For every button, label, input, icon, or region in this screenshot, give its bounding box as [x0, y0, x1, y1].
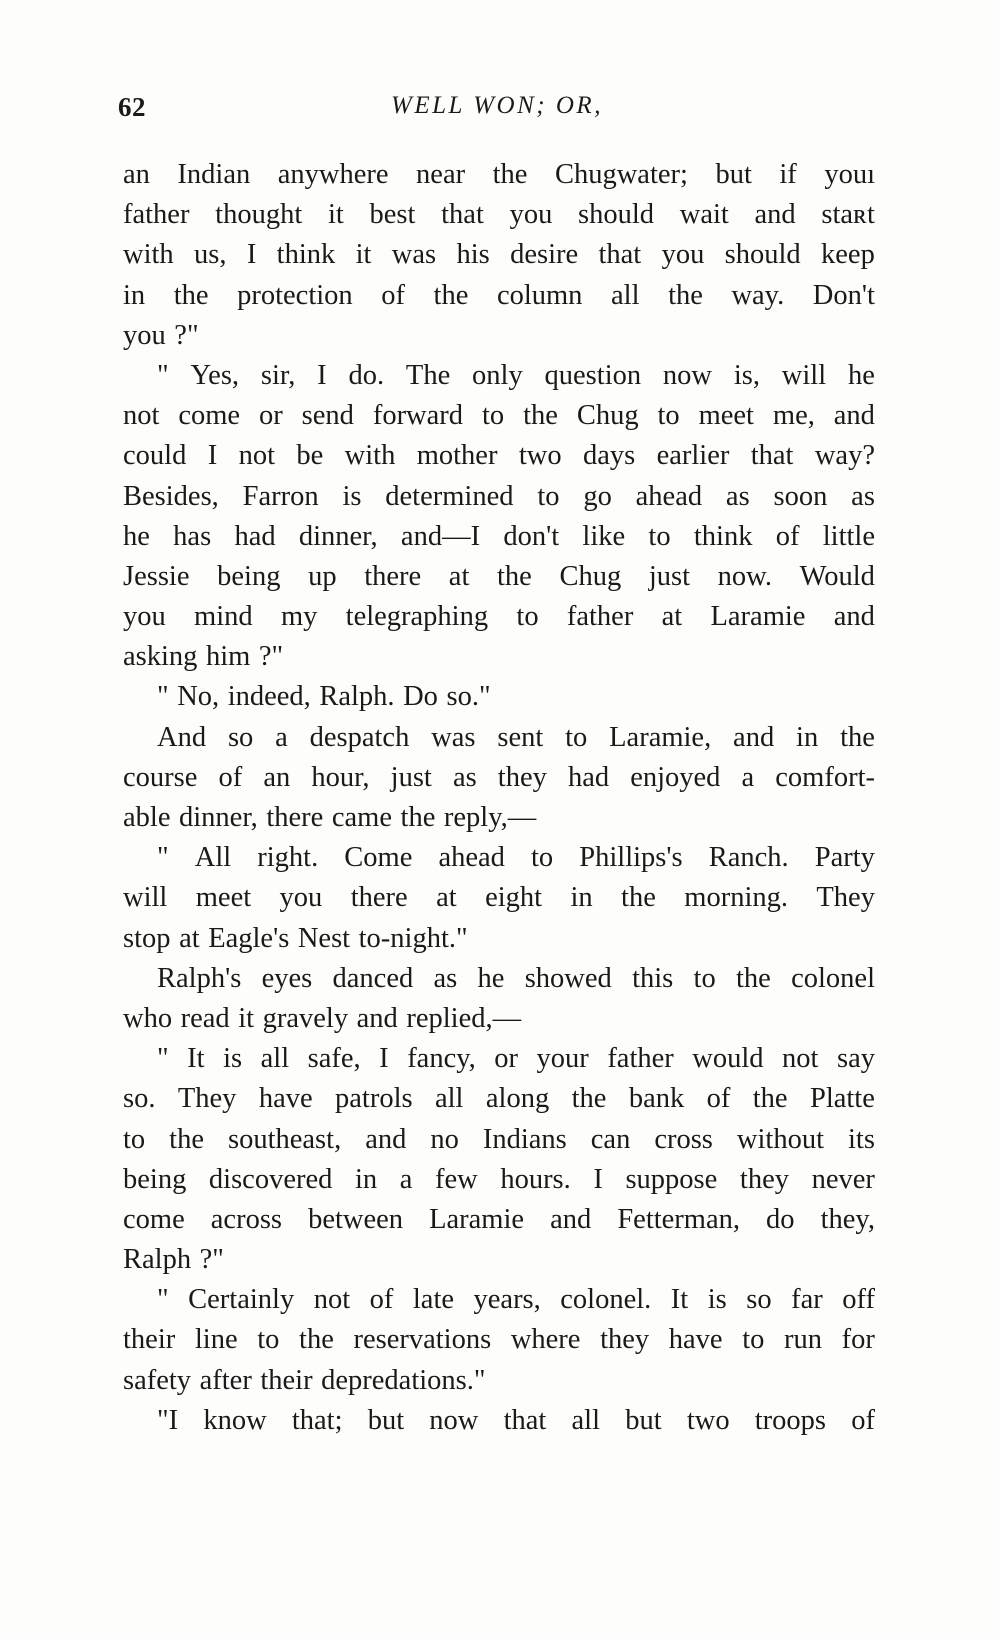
text-line: he has had dinner, and—I don't like to think of little	[123, 520, 875, 552]
text-line: their line to the reservations where they have to run for	[123, 1324, 875, 1356]
text-line: " All right. Come ahead to Phillips's Ranch. Party	[157, 842, 875, 874]
body-text	[123, 155, 875, 1441]
page-number: 62	[118, 92, 146, 122]
text-line: And so a despatch was sent to Laramie, and in the	[157, 721, 875, 753]
text-line: so. They have patrols all along the bank of the Platte	[123, 1083, 875, 1115]
text-line: not come or send forward to the Chug to meet me, and	[123, 400, 875, 432]
text-line: "I know that; but now that all but two troops of	[157, 1404, 875, 1436]
text-line: could I not be with mother two days earlier that way?	[123, 440, 875, 472]
text-line: who read it gravely and replied,—	[123, 1002, 522, 1034]
text-line: Jessie being up there at the Chug just now. Would	[123, 560, 875, 592]
text-line: in the protection of the column all the way. Don't	[123, 279, 875, 311]
text-line: you ?"	[123, 319, 199, 351]
text-line: come across between Laramie and Fetterman, do they,	[123, 1203, 875, 1235]
text-line: safety after their depredations."	[123, 1364, 486, 1396]
running-title: WELL WON; OR,	[391, 92, 603, 119]
text-line: able dinner, there came the reply,—	[123, 802, 537, 833]
text-line: Ralph ?"	[123, 1244, 224, 1276]
text-line: Besides, Farron is determined to go ahead as soon as	[123, 480, 875, 512]
text-line: stop at Eagle's Nest to-night."	[123, 922, 468, 954]
text-line: " No, indeed, Ralph. Do so."	[157, 681, 491, 713]
text-line: course of an hour, just as they had enjoyed a comfort-	[123, 761, 875, 793]
text-line: you mind my telegraphing to father at Laramie and	[123, 601, 875, 633]
text-line: to the southeast, and no Indians can cross without its	[123, 1123, 875, 1155]
text-line: father thought it best that you should wait and staʀt	[123, 199, 875, 231]
text-line: will meet you there at eight in the morning. They	[123, 882, 875, 914]
text-line: " It is all safe, I fancy, or your father would not say	[157, 1043, 875, 1075]
text-line: with us, I think it was his desire that you should keep	[123, 239, 875, 271]
text-line: asking him ?"	[123, 641, 284, 673]
text-line: an Indian anywhere near the Chugwater; but if youı	[123, 159, 875, 190]
text-line: " Certainly not of late years, colonel. It is so far off	[157, 1284, 875, 1316]
text-line: being discovered in a few hours. I suppose they never	[123, 1163, 875, 1195]
text-line: Ralph's eyes danced as he showed this to the colonel	[157, 962, 875, 994]
text-line: " Yes, sir, I do. The only question now is, will he	[157, 359, 875, 391]
page-header	[118, 92, 876, 132]
